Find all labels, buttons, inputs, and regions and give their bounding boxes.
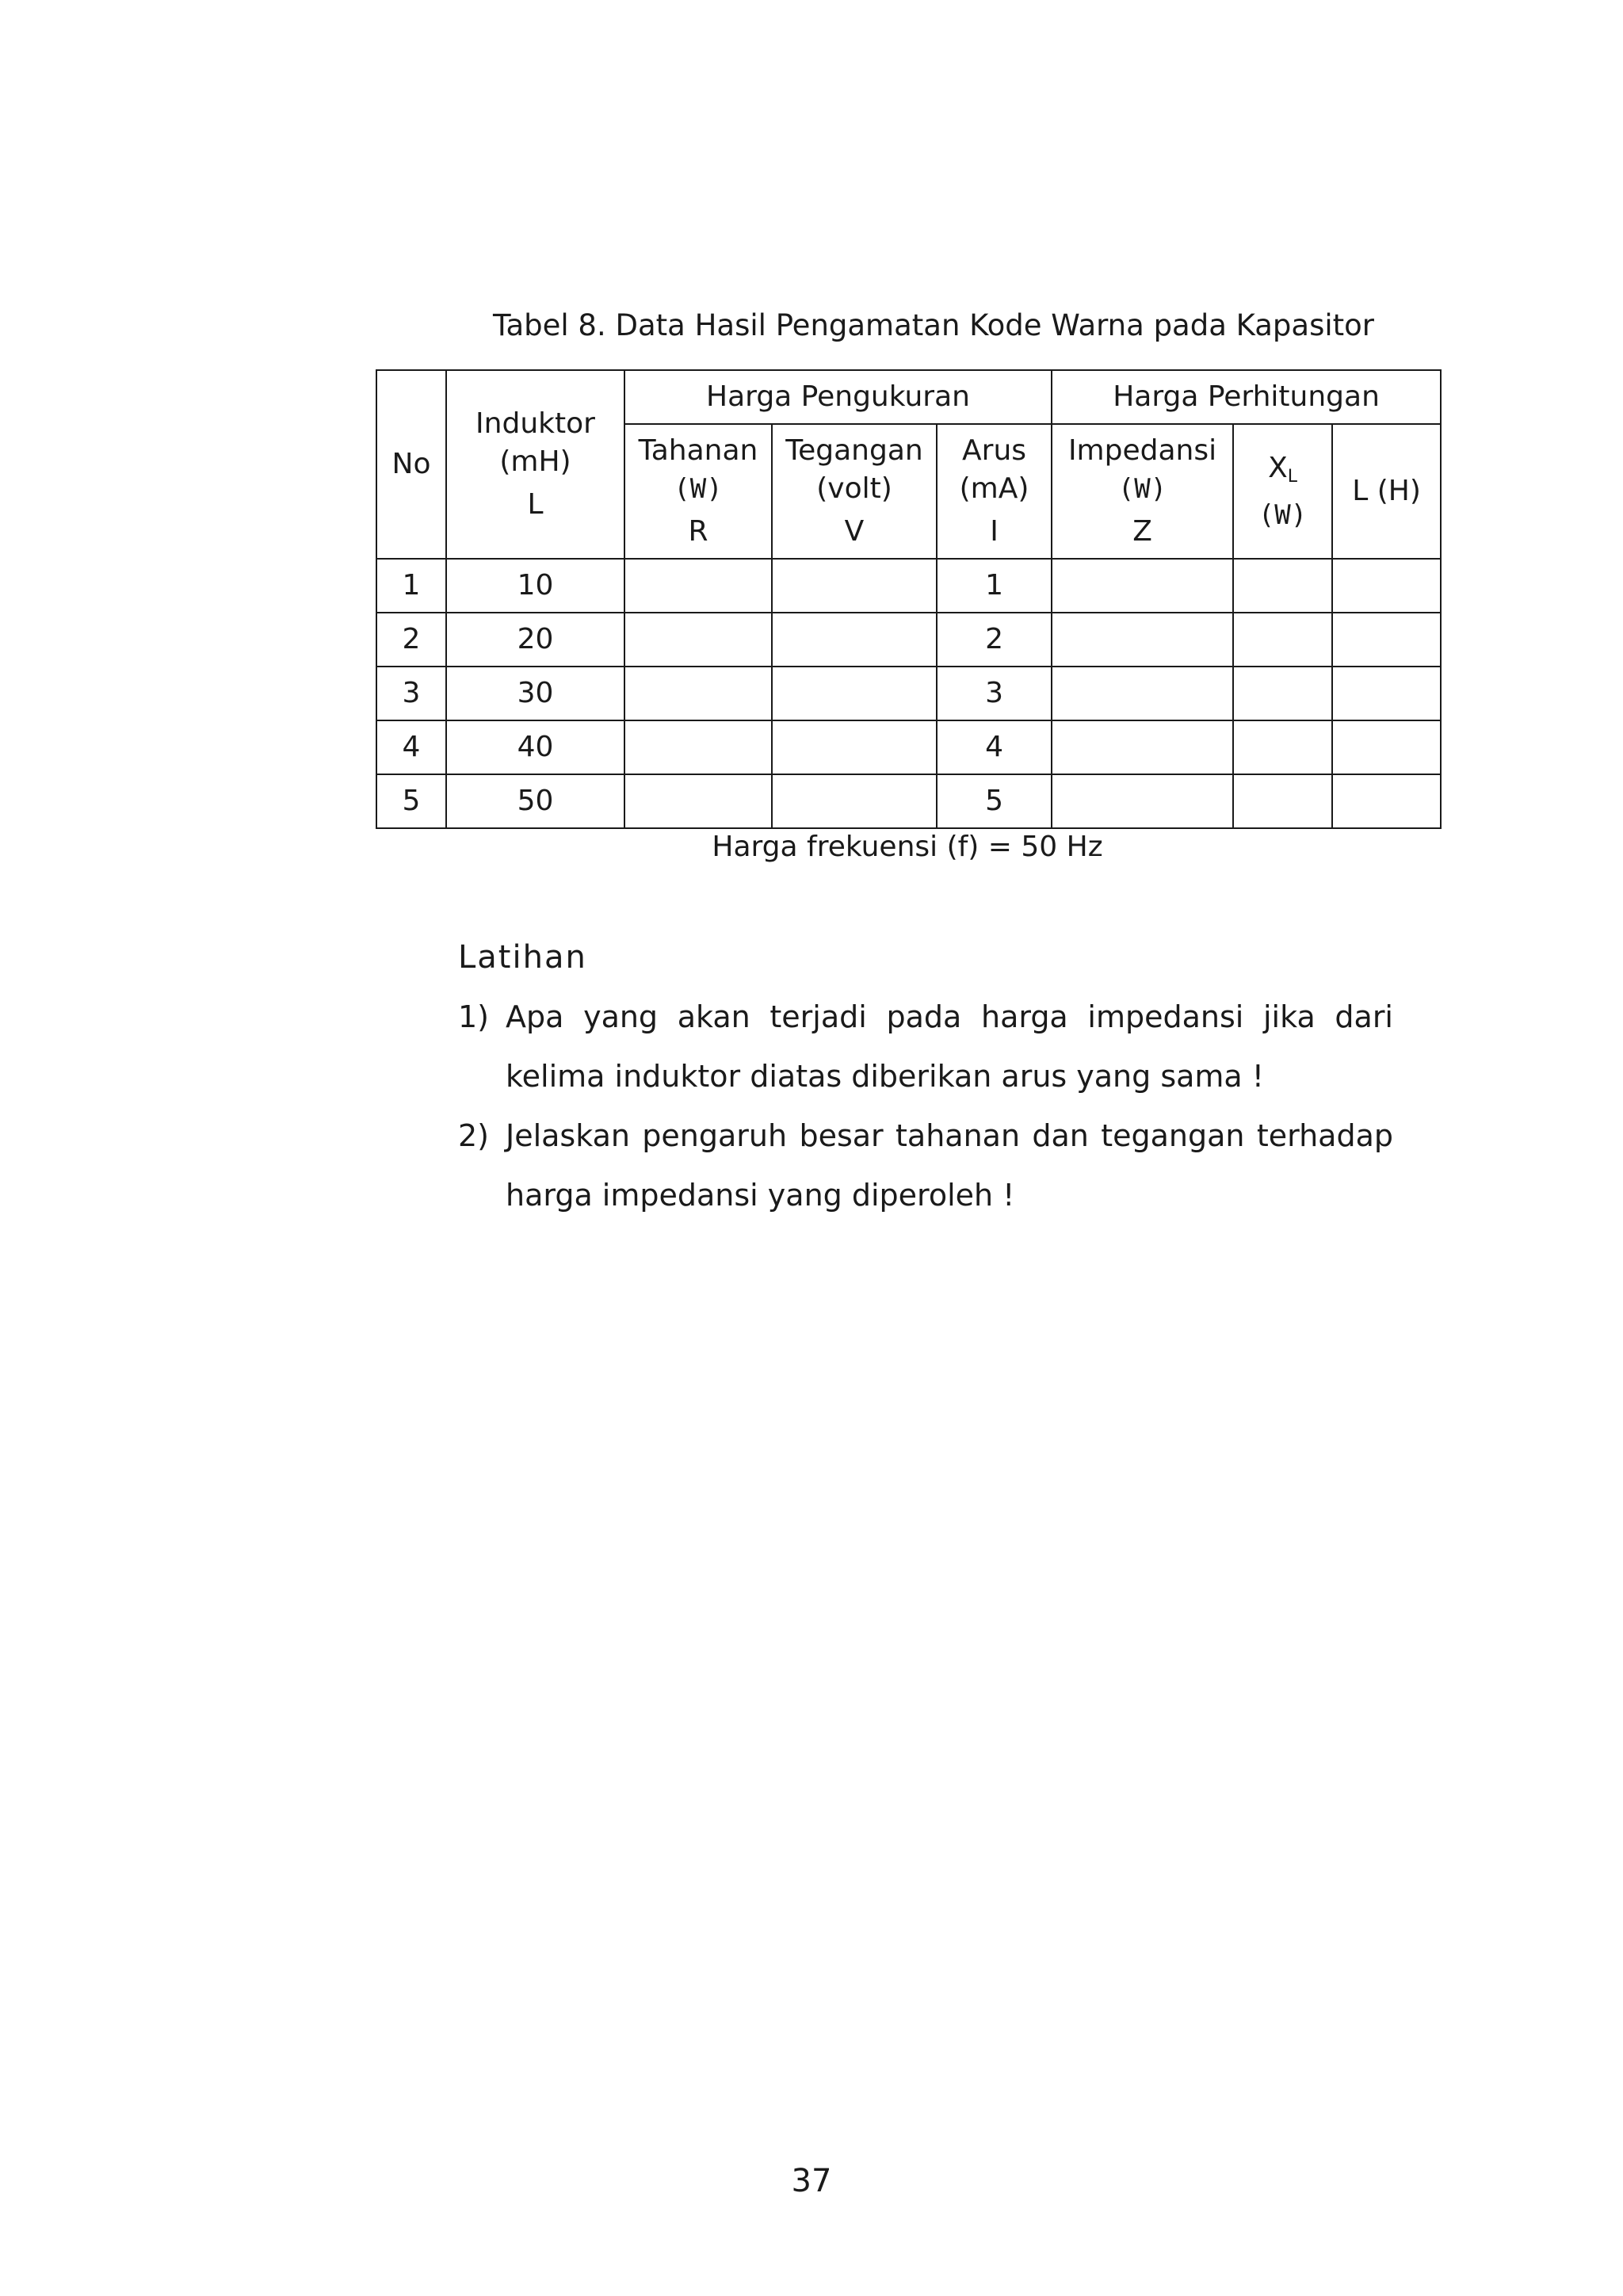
cell-inductor: 40 xyxy=(446,720,624,774)
cell-no: 3 xyxy=(376,667,446,720)
header-voltage-symbol: V xyxy=(844,515,865,548)
header-xl-label xyxy=(1234,449,1331,496)
header-impedance-symbol: Z xyxy=(1132,515,1152,548)
header-xl-unit: (W) xyxy=(1258,499,1308,531)
cell-lh xyxy=(1332,559,1441,613)
question-number: 2) xyxy=(458,1118,490,1153)
header-voltage xyxy=(772,424,937,559)
table-row xyxy=(376,720,1441,774)
cell-xl xyxy=(1233,559,1332,613)
header-current xyxy=(937,424,1052,559)
header-xl-subscript: L xyxy=(1287,466,1297,487)
header-impedance-unit: (W) xyxy=(1117,473,1167,505)
cell-resistance xyxy=(624,667,772,720)
cell-lh xyxy=(1332,613,1441,667)
header-impedance-name: Impedansi xyxy=(1067,434,1217,467)
header-voltage-unit: (volt) xyxy=(816,472,892,505)
cell-lh xyxy=(1332,774,1441,828)
header-resistance-unit: (W) xyxy=(674,473,723,505)
cell-voltage xyxy=(772,774,937,828)
cell-impedance xyxy=(1052,720,1233,774)
question-text: Jelaskan pengaruh besar tahanan dan tegangan terhadap harga impedansi yang diperoleh ! xyxy=(506,1118,1393,1213)
header-current-name: Arus xyxy=(962,434,1027,467)
header-resistance-name: Tahanan xyxy=(638,434,758,467)
header-resistance-symbol: R xyxy=(688,515,708,548)
header-impedance xyxy=(1052,424,1233,559)
cell-inductor: 10 xyxy=(446,559,624,613)
frequency-note: Harga frekuensi (f) = 50 Hz xyxy=(712,831,1103,863)
cell-current: 5 xyxy=(937,774,1052,828)
data-table xyxy=(376,369,1442,829)
page-number: 37 xyxy=(791,2163,832,2199)
header-xl-base: X xyxy=(1268,451,1288,484)
cell-no: 1 xyxy=(376,559,446,613)
header-group-calc: Harga Perhitungan xyxy=(1052,370,1441,424)
cell-xl xyxy=(1233,667,1332,720)
header-current-symbol: I xyxy=(990,515,999,548)
cell-xl xyxy=(1233,613,1332,667)
cell-impedance xyxy=(1052,613,1233,667)
cell-xl xyxy=(1233,774,1332,828)
header-lh: L (H) xyxy=(1332,424,1441,559)
exercise-heading: Latihan xyxy=(458,939,587,976)
table-row xyxy=(376,613,1441,667)
question-text: Apa yang akan terjadi pada harga impedansi jika dari kelima induktor diatas diberikan arus yang sama ! xyxy=(506,999,1393,1094)
cell-current: 2 xyxy=(937,613,1052,667)
cell-resistance xyxy=(624,720,772,774)
table-row xyxy=(376,559,1441,613)
question-item xyxy=(458,1106,1393,1225)
table-row xyxy=(376,774,1441,828)
header-group-measure: Harga Pengukuran xyxy=(624,370,1052,424)
cell-no: 5 xyxy=(376,774,446,828)
header-inductor-symbol: L xyxy=(527,488,544,521)
header-current-unit: (mA) xyxy=(959,472,1029,505)
cell-current: 3 xyxy=(937,667,1052,720)
cell-no: 4 xyxy=(376,720,446,774)
question-number: 1) xyxy=(458,999,490,1034)
header-xl xyxy=(1233,424,1332,559)
cell-voltage xyxy=(772,720,937,774)
cell-resistance xyxy=(624,774,772,828)
cell-current: 1 xyxy=(937,559,1052,613)
header-inductor-name: Induktor xyxy=(475,407,595,440)
header-no: No xyxy=(376,370,446,559)
header-resistance xyxy=(624,424,772,559)
cell-inductor: 30 xyxy=(446,667,624,720)
cell-impedance xyxy=(1052,774,1233,828)
cell-voltage xyxy=(772,559,937,613)
cell-voltage xyxy=(772,613,937,667)
cell-voltage xyxy=(772,667,937,720)
cell-no: 2 xyxy=(376,613,446,667)
cell-xl xyxy=(1233,720,1332,774)
table-caption: Tabel 8. Data Hasil Pengamatan Kode Warna pada Kapasitor xyxy=(492,308,1375,342)
header-inductor xyxy=(446,370,624,559)
cell-resistance xyxy=(624,613,772,667)
header-voltage-name: Tegangan xyxy=(785,434,923,467)
cell-lh xyxy=(1332,720,1441,774)
cell-impedance xyxy=(1052,667,1233,720)
question-item xyxy=(458,988,1393,1106)
cell-inductor: 50 xyxy=(446,774,624,828)
cell-lh xyxy=(1332,667,1441,720)
header-inductor-unit: (mH) xyxy=(499,445,571,478)
table-row xyxy=(376,667,1441,720)
cell-resistance xyxy=(624,559,772,613)
cell-impedance xyxy=(1052,559,1233,613)
cell-inductor: 20 xyxy=(446,613,624,667)
cell-current: 4 xyxy=(937,720,1052,774)
